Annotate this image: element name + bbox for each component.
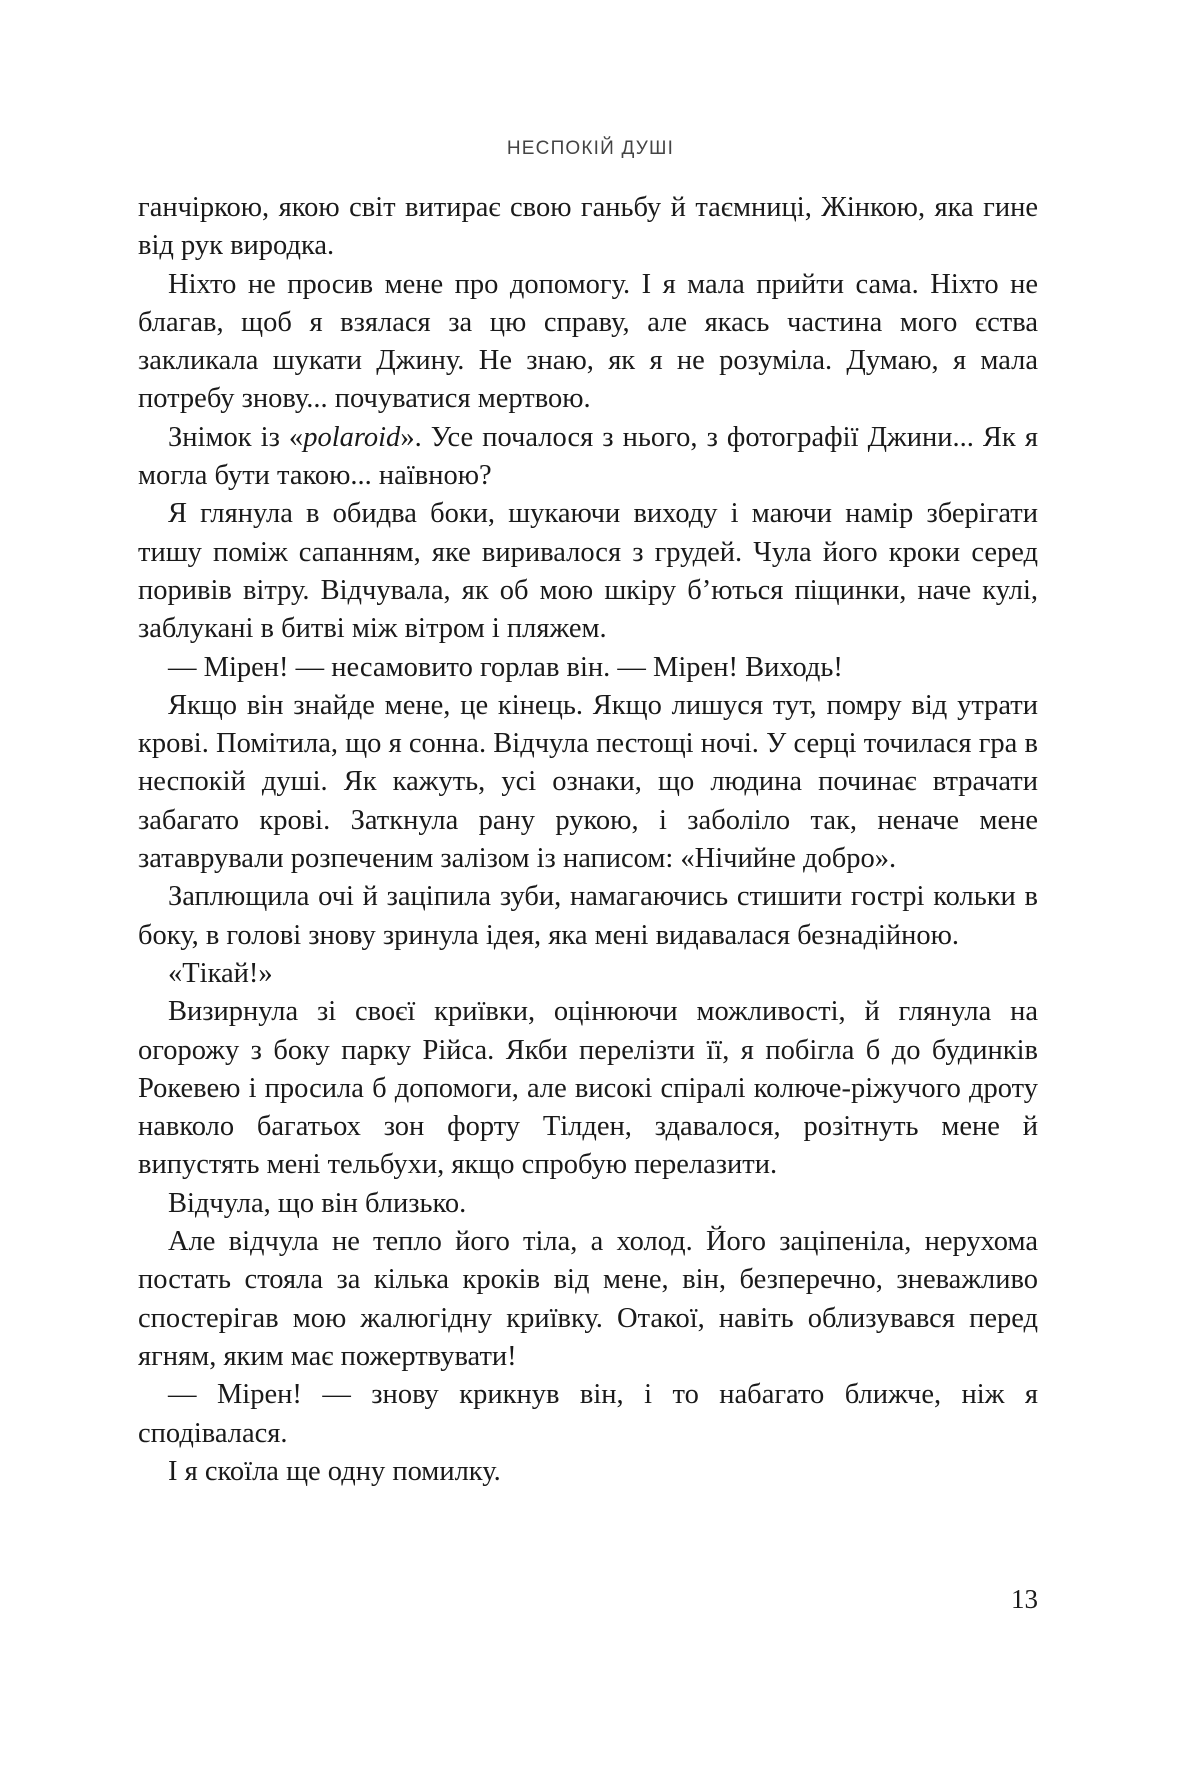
paragraph-12: — Мірен! — знову крикнув він, і то набагато ближче, ніж я сподівалася. [138,1379,1038,1449]
running-head: НЕСПОКІЙ ДУШІ [506,138,675,159]
paragraph-11: Але відчула не тепло його тіла, а холод. Його заціпеніла, нерухома постать стояла за кілька кроків від мене, він, безперечно, зневажливо спостерігав мою жалюгідну криївку. Отакої, навіть облизувався перед ягням, яким має пожертвувати! [138,1226,1038,1372]
body-text [138,189,1038,1491]
paragraph-3-italic: polaroid [303,421,401,453]
paragraph-4: Я глянула в обидва боки, шукаючи виходу і маючи намір зберігати тишу поміж сапанням, яке виривалося з грудей. Чула його кроки серед поривів вітру. Відчувала, як об мою шкіру б’ються піщинки, наче кулі, заблукані в битві між вітром і пляжем. [138,498,1038,645]
paragraph-3-text-after: ». Усе почалося з нього, з фотографії Джини... Як я могла бути такою... наївною? [138,421,1038,492]
paragraph-3-text-before: Знімок із « [168,421,304,453]
paragraph-2: Ніхто не просив мене про допомогу. І я мала прийти сама. Ніхто не благав, щоб я взялася за цю справу, але якась частина мого єства закликала шукати Джину. Не знаю, як я не розуміла. Думаю, я мала потребу знову... почуватися мертвою. [138,268,1038,415]
paragraph-3 [138,419,1038,496]
paragraph-9: Визирнула зі своєї криївки, оцінюючи можливості, й глянула на огорожу з боку парку Рійса. Якби перелізти її, я побігла б до будинків Рокевею і просила б допомоги, але високі спіралі колюче-ріжучого дроту навколо багатьох зон форту Тілден, здавалося, розітнуть мене й випустять мені тельбухи, якщо спробую перелазити. [138,996,1038,1181]
paragraph-5: — Мірен! — несамовито горлав він. — Мірен! Виходь! [168,651,843,683]
paragraph-10: Відчула, що він близько. [168,1187,467,1219]
paragraph-13: І я скоїла ще одну помилку. [168,1455,501,1487]
paragraph-8: «Тікай!» [168,957,273,989]
paragraph-6: Якщо він знайде мене, це кінець. Якщо лишуся тут, помру від утрати крові. Помітила, що я сонна. Відчула пестощі ночі. У серці точилася гра в неспокій душі. Як кажуть, усі ознаки, що людина починає втрачати забагато крові. Заткнула рану рукою, і заболіло так, неначе мене затаврували розпеченим залізом із написом: «Нічийне добро». [138,689,1038,875]
paragraph-7: Заплющила очі й заціпила зуби, намагаючись стишити гострі кольки в боку, в голові знову зринула ідея, яка мені видавалася безнадійною. [138,881,1038,951]
page-number: 13 [1011,1584,1038,1614]
paragraph-1: ганчіркою, якою світ витирає свою ганьбу й таємниці, Жінкою, яка гине від рук виродка. [138,192,1038,262]
